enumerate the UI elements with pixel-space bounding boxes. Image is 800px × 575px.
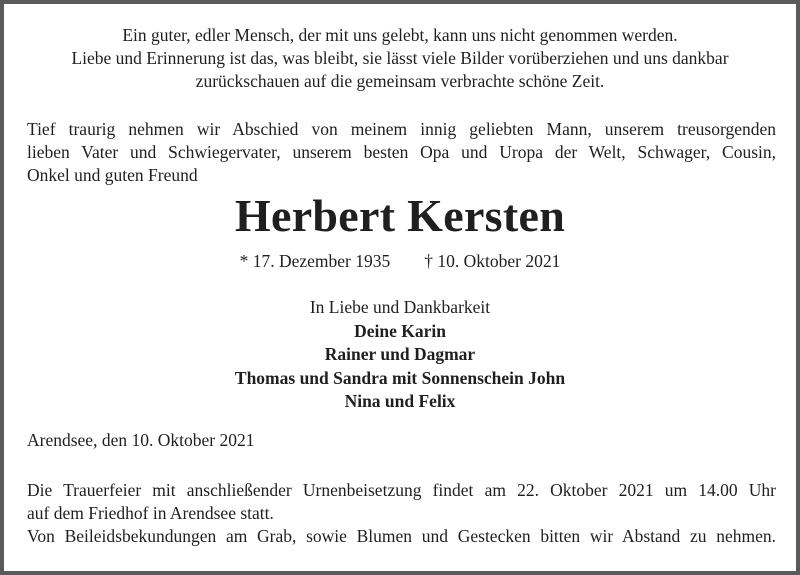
- announcement-line: Tief traurig nehmen wir Abschied von meinem innig geliebten Mann, unserem treusorgenden: [27, 119, 776, 139]
- service-line: Von Beileidsbekundungen am Grab, sowie Blumen und Gestecken bitten wir Abstand zu nehmen.: [27, 526, 776, 546]
- deceased-name: Herbert Kersten: [234, 190, 566, 241]
- mourners-list: [0, 296, 800, 414]
- death-date: † 10. Oktober 2021: [424, 251, 561, 271]
- quote-line: zurückschauen auf die gemeinsam verbrachte schöne Zeit.: [195, 71, 605, 91]
- mourner-name: Rainer und Dagmar: [324, 344, 476, 364]
- mourner-name: Deine Karin: [354, 320, 446, 341]
- birth-date: * 17. Dezember 1935: [239, 251, 391, 271]
- life-dates: [0, 250, 800, 273]
- service-line: Die Trauerfeier mit anschließender Urnenbeisetzung findet am 22. Oktober 2021 um 14.00 Uhr: [27, 480, 776, 500]
- place-and-date: Arendsee, den 10. Oktober 2021: [27, 430, 255, 450]
- mourner-name: Nina und Felix: [344, 391, 456, 411]
- announcement-line: Onkel und guten Freund: [27, 165, 198, 185]
- mourners-intro: In Liebe und Dankbarkeit: [309, 297, 491, 317]
- mourner-name: Thomas und Sandra mit Sonnenschein John: [234, 367, 566, 388]
- memorial-quote: [20, 24, 780, 93]
- quote-line: Liebe und Erinnerung ist das, was bleibt, sie lässt viele Bilder vorüberziehen und uns dankbar: [71, 48, 729, 68]
- funeral-service-info: [27, 479, 776, 548]
- service-line: auf dem Friedhof in Arendsee statt.: [27, 503, 274, 523]
- quote-line: Ein guter, edler Mensch, der mit uns gelebt, kann uns nicht genommen werden.: [122, 25, 678, 45]
- announcement-line: lieben Vater und Schwiegervater, unserem besten Opa und Uropa der Welt, Schwager, Cousin,: [27, 142, 776, 162]
- death-announcement: [27, 118, 776, 187]
